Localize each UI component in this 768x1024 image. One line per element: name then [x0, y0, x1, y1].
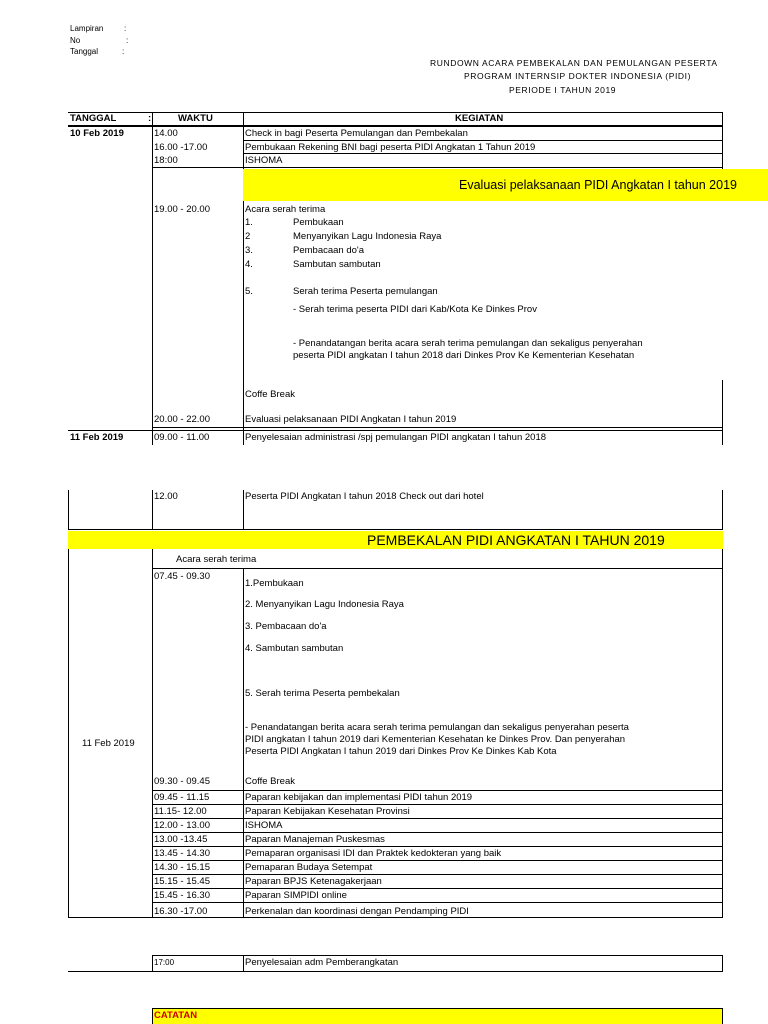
agenda-item: 1.Pembukaan	[245, 578, 304, 589]
agenda-note: PIDI angkatan I tahun 2019 dari Kementerian Kesehatan ke Dinkes Prov. Dan penyerahan	[245, 734, 626, 745]
row-time: 16.30 -17.00	[154, 906, 208, 917]
header-separator: :	[148, 113, 152, 124]
agenda-num: 1.	[245, 217, 253, 228]
agenda-subitem: - Penandatangan berita acara serah terima pemulangan dan sekaligus penyerahan	[293, 338, 643, 349]
agenda-item: Pembacaan do'a	[293, 245, 365, 256]
agenda-note: Peserta PIDI Angkatan I tahun 2019 dari Dinkes Prov Ke Dinkes Kab Kota	[245, 746, 557, 757]
row-time: 17:00	[154, 958, 175, 967]
row-activity: Paparan Manajeman Puskesmas	[245, 834, 385, 845]
row-activity: Coffe Break	[245, 776, 295, 787]
tanggal-colon: :	[122, 47, 125, 56]
agenda-num: 3.	[245, 245, 253, 256]
row-time: 18:00	[154, 155, 178, 166]
session-time: 19.00 - 20.00	[154, 204, 210, 215]
lampiran-label: Lampiran	[70, 24, 104, 33]
row-time: 13.00 -13.45	[154, 834, 208, 845]
row-activity: Check in bagi Peserta Pemulangan dan Pembekalan	[245, 128, 468, 139]
agenda-note: - Penandatangan berita acara serah terima pemulangan dan sekaligus penyerahan peserta	[245, 722, 629, 733]
row-activity: Pemaparan Budaya Setempat	[245, 862, 373, 873]
agenda-subitem: - Serah terima peserta PIDI dari Kab/Kota Ke Dinkes Prov	[293, 304, 537, 315]
coffee-break: Coffe Break	[245, 389, 295, 400]
row-activity: ISHOMA	[245, 155, 283, 166]
agenda-num: 4.	[245, 259, 253, 270]
date-10-feb: 10 Feb 2019	[70, 128, 124, 139]
session-time: 07.45 - 09.30	[154, 571, 210, 582]
date-11-feb: 11 Feb 2019	[70, 432, 124, 443]
agenda-item: Menyanyikan Lagu Indonesia Raya	[293, 231, 442, 242]
row-time: 14.30 - 15.15	[154, 862, 210, 873]
header-waktu: WAKTU	[178, 113, 213, 124]
row-time: 09.30 - 09.45	[154, 776, 210, 787]
evaluation-banner-text: Evaluasi pelaksanaan PIDI Angkatan I tahun 2019	[459, 178, 737, 192]
row-time: 11.15- 12.00	[154, 806, 207, 817]
pembekalan-banner-text: PEMBEKALAN PIDI ANGKATAN I TAHUN 2019	[367, 532, 665, 548]
row-activity: Paparan Kebijakan Kesehatan Provinsi	[245, 806, 410, 817]
row-time: 15.15 - 15.45	[154, 876, 210, 887]
row-activity: Perkenalan dan koordinasi dengan Pendamping PIDI	[245, 906, 469, 917]
row-activity: Paparan BPJS Ketenagakerjaan	[245, 876, 382, 887]
row-activity: Penyelesaian adm Pemberangkatan	[245, 957, 399, 968]
row-activity: Peserta PIDI Angkatan I tahun 2018 Check out dari hotel	[245, 491, 484, 502]
title-line-2: PROGRAM INTERNSIP DOKTER INDONESIA (PIDI)	[464, 71, 692, 81]
title-line-1: RUNDOWN ACARA PEMBEKALAN DAN PEMULANGAN PESERTA	[430, 58, 718, 68]
row-activity: Penyelesaian administrasi /spj pemulangan PIDI angkatan I tahun 2018	[245, 432, 547, 443]
header-tanggal: TANGGAL	[70, 113, 117, 124]
row-time: 14.00	[154, 128, 178, 139]
row-activity: Pemaparan organisasi IDI dan Praktek kedokteran yang baik	[245, 848, 502, 859]
header-kegiatan: KEGIATAN	[455, 113, 504, 124]
row-time: 09.00 - 11.00	[154, 432, 210, 443]
row-time: 09.45 - 11.15	[154, 792, 210, 803]
row-time: 12.00 - 13.00	[154, 820, 210, 831]
row-activity: Pembukaan Rekening BNI bagi peserta PIDI Angkatan 1 Tahun 2019	[245, 142, 536, 153]
row-time: 16.00 -17.00	[154, 142, 208, 153]
row-time: 13.45 - 14.30	[154, 848, 210, 859]
no-label: No	[70, 36, 81, 45]
agenda-item: 3. Pembacaan do'a	[245, 621, 327, 632]
row-time: 20.00 - 22.00	[154, 414, 210, 425]
row-activity: ISHOMA	[245, 820, 283, 831]
row-activity: Evaluasi pelaksanaan PIDI Angkatan I tahun 2019	[245, 414, 457, 425]
lampiran-colon: :	[124, 24, 127, 33]
agenda-num: 5.	[245, 286, 253, 297]
agenda-subitem: peserta PIDI angkatan I tahun 2018 dari Dinkes Prov Ke Kementerian Kesehatan	[293, 350, 635, 361]
title-line-3: PERIODE I TAHUN 2019	[509, 85, 617, 95]
row-activity: Paparan kebijakan dan implementasi PIDI tahun 2019	[245, 792, 473, 803]
no-colon: :	[126, 36, 129, 45]
agenda-item: Serah terima Peserta pemulangan	[293, 286, 438, 297]
date-11-feb: 11 Feb 2019	[82, 738, 135, 749]
agenda-item: Sambutan sambutan	[293, 259, 381, 270]
tanggal-label: Tanggal	[70, 47, 99, 56]
session-title: Acara serah terima	[176, 554, 257, 565]
session-title: Acara serah terima	[245, 204, 326, 215]
catatan-box	[152, 1008, 723, 1024]
catatan-label: CATATAN	[154, 1010, 198, 1021]
agenda-num: 2	[245, 231, 251, 242]
row-time: 15.45 - 16.30	[154, 890, 210, 901]
row-time: 12.00	[154, 491, 178, 502]
agenda-item: Pembukaan	[293, 217, 344, 228]
agenda-item: 2. Menyanyikan Lagu Indonesia Raya	[245, 599, 404, 610]
agenda-item: 5. Serah terima Peserta pembekalan	[245, 688, 400, 699]
agenda-item: 4. Sambutan sambutan	[245, 643, 344, 654]
row-activity: Paparan SIMPIDI online	[245, 890, 347, 901]
